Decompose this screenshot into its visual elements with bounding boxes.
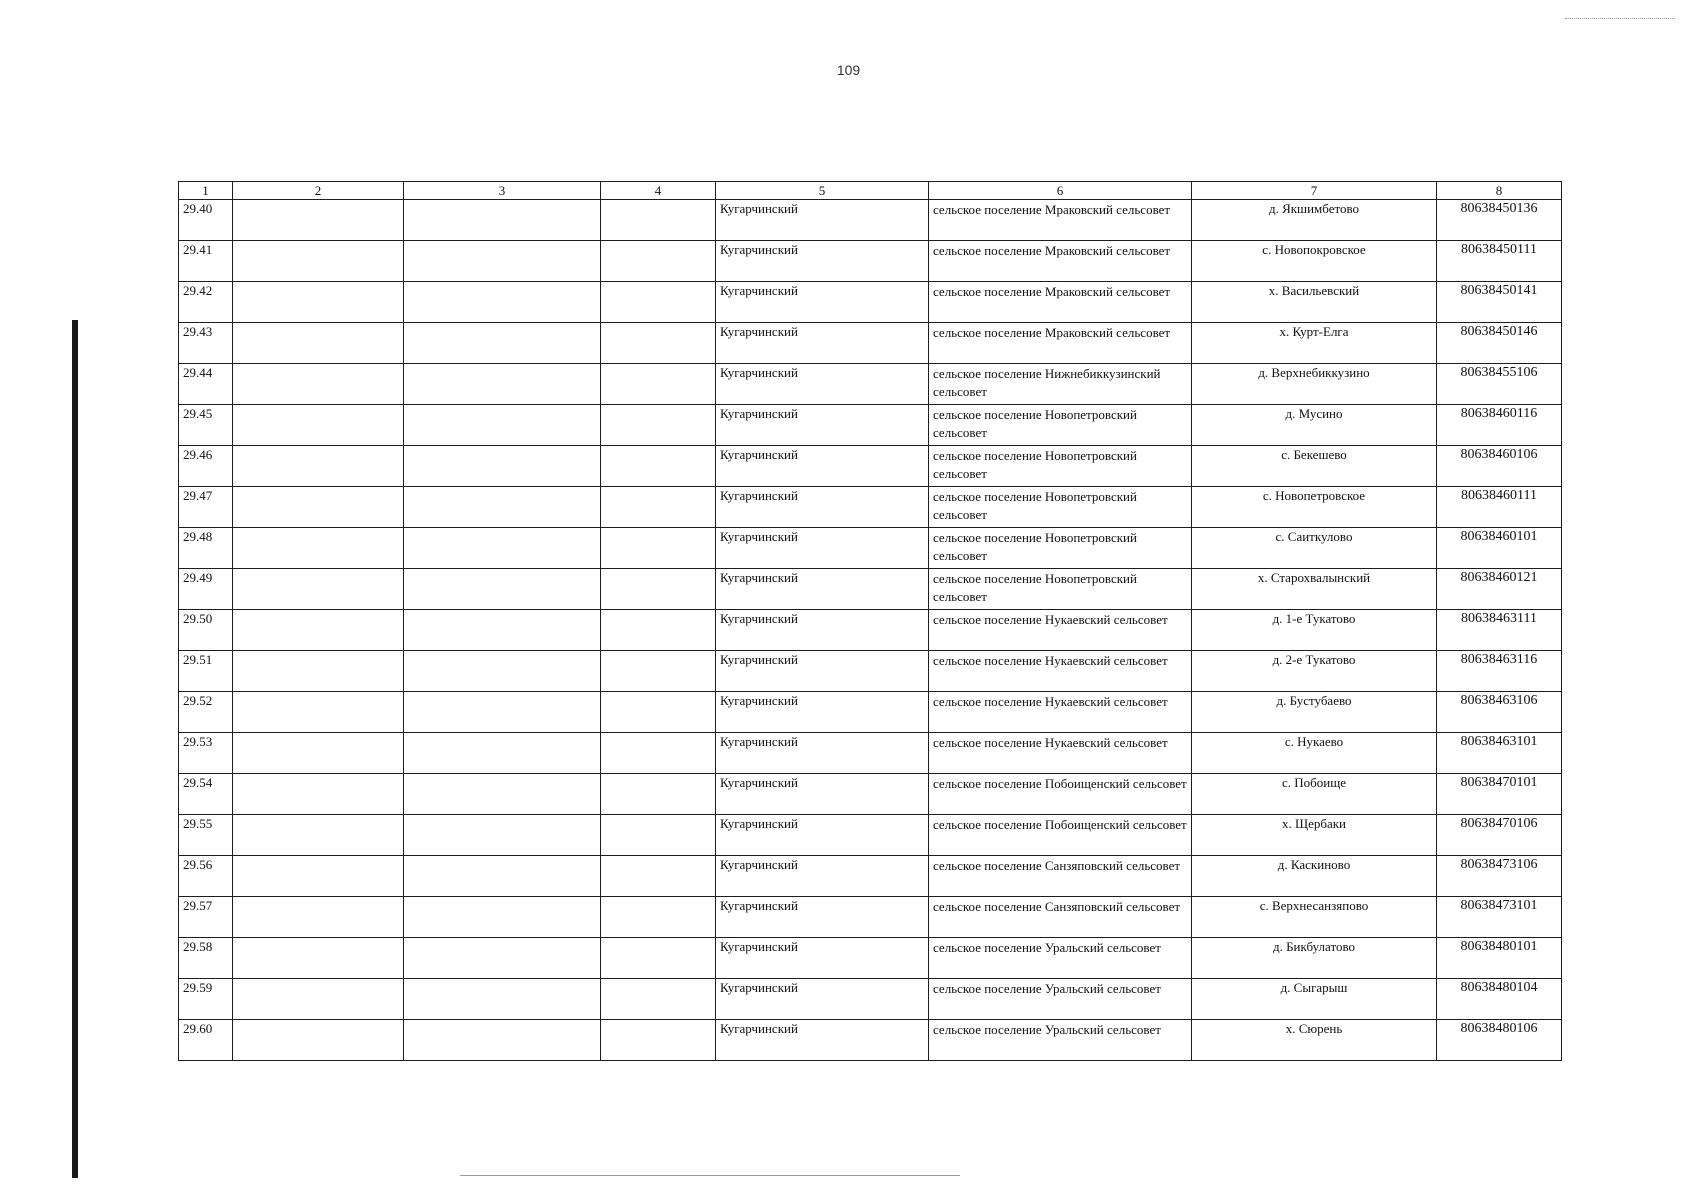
oktmo-code-cell: 80638480101 xyxy=(1437,938,1562,979)
empty-cell-col3 xyxy=(404,692,601,733)
municipality-cell: сельское поселение Нукаевский сельсовет xyxy=(929,733,1192,774)
table-row xyxy=(179,282,1562,323)
empty-cell-col3 xyxy=(404,323,601,364)
empty-cell-col4 xyxy=(601,733,716,774)
empty-cell-col2 xyxy=(233,979,404,1020)
settlement-cell: д. Верхнебиккузино xyxy=(1192,364,1437,405)
municipality-cell: сельское поселение Мраковский сельсовет xyxy=(929,323,1192,364)
municipality-cell: сельское поселение Санзяповский сельсовет xyxy=(929,897,1192,938)
empty-cell-col2 xyxy=(233,569,404,610)
empty-cell-col2 xyxy=(233,774,404,815)
empty-cell-col2 xyxy=(233,528,404,569)
empty-cell-col2 xyxy=(233,282,404,323)
empty-cell-col3 xyxy=(404,979,601,1020)
header-cell-col6: 6 xyxy=(929,182,1192,200)
empty-cell-col3 xyxy=(404,487,601,528)
oktmo-code-cell: 80638460116 xyxy=(1437,405,1562,446)
settlement-cell: х. Сюрень xyxy=(1192,1020,1437,1061)
settlement-cell: д. Бустубаево xyxy=(1192,692,1437,733)
district-cell: Кугарчинский xyxy=(716,323,929,364)
settlement-cell: с. Новопокровское xyxy=(1192,241,1437,282)
empty-cell-col3 xyxy=(404,364,601,405)
header-cell-col3: 3 xyxy=(404,182,601,200)
empty-cell-col2 xyxy=(233,200,404,241)
empty-cell-col4 xyxy=(601,446,716,487)
settlement-cell: с. Бекешево xyxy=(1192,446,1437,487)
table-row xyxy=(179,446,1562,487)
empty-cell-col4 xyxy=(601,200,716,241)
empty-cell-col4 xyxy=(601,897,716,938)
row-number-cell: 29.48 xyxy=(179,528,233,569)
empty-cell-col3 xyxy=(404,405,601,446)
settlement-cell: д. Мусино xyxy=(1192,405,1437,446)
table-row xyxy=(179,241,1562,282)
empty-cell-col3 xyxy=(404,569,601,610)
table-row xyxy=(179,528,1562,569)
row-number-cell: 29.51 xyxy=(179,651,233,692)
empty-cell-col2 xyxy=(233,487,404,528)
row-number-cell: 29.59 xyxy=(179,979,233,1020)
page-number: 109 xyxy=(836,62,861,78)
empty-cell-col3 xyxy=(404,815,601,856)
empty-cell-col2 xyxy=(233,323,404,364)
row-number-cell: 29.56 xyxy=(179,856,233,897)
table-row xyxy=(179,487,1562,528)
row-number-cell: 29.50 xyxy=(179,610,233,651)
municipality-cell: сельское поселение Нукаевский сельсовет xyxy=(929,610,1192,651)
empty-cell-col3 xyxy=(404,897,601,938)
table-row xyxy=(179,405,1562,446)
empty-cell-col2 xyxy=(233,815,404,856)
empty-cell-col2 xyxy=(233,610,404,651)
empty-cell-col2 xyxy=(233,364,404,405)
district-cell: Кугарчинский xyxy=(716,200,929,241)
district-cell: Кугарчинский xyxy=(716,405,929,446)
settlement-cell: д. Якшимбетово xyxy=(1192,200,1437,241)
municipality-cell: сельское поселение Мраковский сельсовет xyxy=(929,282,1192,323)
district-cell: Кугарчинский xyxy=(716,979,929,1020)
empty-cell-col3 xyxy=(404,610,601,651)
municipality-cell: сельское поселение Санзяповский сельсовет xyxy=(929,856,1192,897)
oktmo-code-cell: 80638460106 xyxy=(1437,446,1562,487)
district-cell: Кугарчинский xyxy=(716,487,929,528)
settlement-cell: д. Бикбулатово xyxy=(1192,938,1437,979)
municipality-cell: сельское поселение Побоищенский сельсовет xyxy=(929,774,1192,815)
oktmo-code-cell: 80638463106 xyxy=(1437,692,1562,733)
oktmo-code-cell: 80638450146 xyxy=(1437,323,1562,364)
empty-cell-col2 xyxy=(233,241,404,282)
settlement-cell: с. Новопетровское xyxy=(1192,487,1437,528)
header-cell-col5: 5 xyxy=(716,182,929,200)
oktmo-code-cell: 80638473106 xyxy=(1437,856,1562,897)
municipality-cell: сельское поселение Нукаевский сельсовет xyxy=(929,651,1192,692)
header-row xyxy=(179,182,1562,200)
row-number-cell: 29.57 xyxy=(179,897,233,938)
empty-cell-col4 xyxy=(601,1020,716,1061)
empty-cell-col3 xyxy=(404,528,601,569)
settlement-cell: х. Курт-Елга xyxy=(1192,323,1437,364)
table-row xyxy=(179,815,1562,856)
row-number-cell: 29.60 xyxy=(179,1020,233,1061)
empty-cell-col4 xyxy=(601,405,716,446)
empty-cell-col3 xyxy=(404,200,601,241)
table-row xyxy=(179,692,1562,733)
empty-cell-col4 xyxy=(601,282,716,323)
oktmo-code-cell: 80638473101 xyxy=(1437,897,1562,938)
district-cell: Кугарчинский xyxy=(716,1020,929,1061)
oktmo-code-cell: 80638450136 xyxy=(1437,200,1562,241)
row-number-cell: 29.40 xyxy=(179,200,233,241)
header-cell-col7: 7 xyxy=(1192,182,1437,200)
district-cell: Кугарчинский xyxy=(716,856,929,897)
district-cell: Кугарчинский xyxy=(716,569,929,610)
row-number-cell: 29.58 xyxy=(179,938,233,979)
table-row xyxy=(179,774,1562,815)
empty-cell-col2 xyxy=(233,692,404,733)
oktmo-code-cell: 80638480104 xyxy=(1437,979,1562,1020)
district-cell: Кугарчинский xyxy=(716,815,929,856)
empty-cell-col2 xyxy=(233,446,404,487)
empty-cell-col2 xyxy=(233,938,404,979)
empty-cell-col3 xyxy=(404,938,601,979)
district-cell: Кугарчинский xyxy=(716,241,929,282)
district-cell: Кугарчинский xyxy=(716,282,929,323)
row-number-cell: 29.52 xyxy=(179,692,233,733)
table-row xyxy=(179,569,1562,610)
row-number-cell: 29.49 xyxy=(179,569,233,610)
row-number-cell: 29.46 xyxy=(179,446,233,487)
scan-artifact-bottom-line xyxy=(460,1175,960,1176)
empty-cell-col4 xyxy=(601,569,716,610)
settlement-cell: д. 2-е Тукатово xyxy=(1192,651,1437,692)
oktmo-code-cell: 80638470106 xyxy=(1437,815,1562,856)
empty-cell-col4 xyxy=(601,323,716,364)
table-row xyxy=(179,323,1562,364)
scan-artifact-left-edge xyxy=(72,320,78,1178)
empty-cell-col4 xyxy=(601,692,716,733)
municipality-cell: сельское поселение Новопетровский сельсовет xyxy=(929,569,1192,610)
settlement-cell: с. Побоище xyxy=(1192,774,1437,815)
empty-cell-col2 xyxy=(233,1020,404,1061)
municipality-cell: сельское поселение Новопетровский сельсовет xyxy=(929,487,1192,528)
municipality-cell: сельское поселение Новопетровский сельсовет xyxy=(929,405,1192,446)
empty-cell-col4 xyxy=(601,610,716,651)
oktmo-code-cell: 80638455106 xyxy=(1437,364,1562,405)
municipality-cell: сельское поселение Мраковский сельсовет xyxy=(929,241,1192,282)
municipality-cell: сельское поселение Новопетровский сельсовет xyxy=(929,528,1192,569)
row-number-cell: 29.55 xyxy=(179,815,233,856)
district-cell: Кугарчинский xyxy=(716,774,929,815)
settlement-cell: с. Нукаево xyxy=(1192,733,1437,774)
row-number-cell: 29.53 xyxy=(179,733,233,774)
empty-cell-col3 xyxy=(404,241,601,282)
table-row xyxy=(179,979,1562,1020)
table-row xyxy=(179,610,1562,651)
empty-cell-col4 xyxy=(601,938,716,979)
row-number-cell: 29.45 xyxy=(179,405,233,446)
municipality-cell: сельское поселение Нукаевский сельсовет xyxy=(929,692,1192,733)
empty-cell-col3 xyxy=(404,282,601,323)
empty-cell-col4 xyxy=(601,487,716,528)
table-row xyxy=(179,897,1562,938)
empty-cell-col4 xyxy=(601,815,716,856)
table-body xyxy=(179,200,1562,1061)
municipality-cell: сельское поселение Уральский сельсовет xyxy=(929,938,1192,979)
empty-cell-col2 xyxy=(233,733,404,774)
table-row xyxy=(179,651,1562,692)
empty-cell-col3 xyxy=(404,651,601,692)
empty-cell-col2 xyxy=(233,897,404,938)
district-cell: Кугарчинский xyxy=(716,692,929,733)
oktmo-code-cell: 80638450111 xyxy=(1437,241,1562,282)
table-row xyxy=(179,200,1562,241)
empty-cell-col2 xyxy=(233,405,404,446)
oktmo-code-cell: 80638460121 xyxy=(1437,569,1562,610)
district-cell: Кугарчинский xyxy=(716,364,929,405)
district-cell: Кугарчинский xyxy=(716,528,929,569)
settlement-cell: с. Саиткулово xyxy=(1192,528,1437,569)
row-number-cell: 29.43 xyxy=(179,323,233,364)
settlement-cell: х. Старохвалынский xyxy=(1192,569,1437,610)
table-row xyxy=(179,856,1562,897)
header-cell-col4: 4 xyxy=(601,182,716,200)
row-number-cell: 29.42 xyxy=(179,282,233,323)
oktmo-code-cell: 80638460111 xyxy=(1437,487,1562,528)
oktmo-code-cell: 80638470101 xyxy=(1437,774,1562,815)
empty-cell-col3 xyxy=(404,446,601,487)
municipality-cell: сельское поселение Уральский сельсовет xyxy=(929,979,1192,1020)
municipality-cell: сельское поселение Побоищенский сельсовет xyxy=(929,815,1192,856)
district-cell: Кугарчинский xyxy=(716,446,929,487)
empty-cell-col2 xyxy=(233,651,404,692)
empty-cell-col3 xyxy=(404,774,601,815)
header-cell-col1: 1 xyxy=(179,182,233,200)
district-cell: Кугарчинский xyxy=(716,733,929,774)
oktmo-code-cell: 80638463111 xyxy=(1437,610,1562,651)
settlement-cell: х. Щербаки xyxy=(1192,815,1437,856)
district-cell: Кугарчинский xyxy=(716,610,929,651)
header-cell-col2: 2 xyxy=(233,182,404,200)
empty-cell-col3 xyxy=(404,1020,601,1061)
empty-cell-col2 xyxy=(233,856,404,897)
municipality-cell: сельское поселение Уральский сельсовет xyxy=(929,1020,1192,1061)
district-cell: Кугарчинский xyxy=(716,897,929,938)
empty-cell-col4 xyxy=(601,979,716,1020)
empty-cell-col4 xyxy=(601,774,716,815)
settlement-cell: д. Каскиново xyxy=(1192,856,1437,897)
empty-cell-col4 xyxy=(601,651,716,692)
oktmo-code-cell: 80638480106 xyxy=(1437,1020,1562,1061)
municipality-cell: сельское поселение Мраковский сельсовет xyxy=(929,200,1192,241)
oktmo-code-cell: 80638463116 xyxy=(1437,651,1562,692)
table-row xyxy=(179,733,1562,774)
district-cell: Кугарчинский xyxy=(716,938,929,979)
scan-artifact-top xyxy=(1565,18,1675,20)
row-number-cell: 29.41 xyxy=(179,241,233,282)
municipality-cell: сельское поселение Нижнебиккузинский сельсовет xyxy=(929,364,1192,405)
settlement-cell: с. Верхнесанзяпово xyxy=(1192,897,1437,938)
settlement-cell: х. Васильевский xyxy=(1192,282,1437,323)
empty-cell-col4 xyxy=(601,241,716,282)
district-cell: Кугарчинский xyxy=(716,651,929,692)
header-cell-col8: 8 xyxy=(1437,182,1562,200)
settlement-cell: д. 1-е Тукатово xyxy=(1192,610,1437,651)
row-number-cell: 29.54 xyxy=(179,774,233,815)
settlement-register-table xyxy=(178,181,1562,1061)
row-number-cell: 29.47 xyxy=(179,487,233,528)
empty-cell-col4 xyxy=(601,528,716,569)
empty-cell-col3 xyxy=(404,856,601,897)
oktmo-code-cell: 80638460101 xyxy=(1437,528,1562,569)
row-number-cell: 29.44 xyxy=(179,364,233,405)
empty-cell-col3 xyxy=(404,733,601,774)
empty-cell-col4 xyxy=(601,856,716,897)
table-row xyxy=(179,1020,1562,1061)
settlement-cell: д. Сыгарыш xyxy=(1192,979,1437,1020)
oktmo-code-cell: 80638450141 xyxy=(1437,282,1562,323)
oktmo-code-cell: 80638463101 xyxy=(1437,733,1562,774)
empty-cell-col4 xyxy=(601,364,716,405)
table-row xyxy=(179,364,1562,405)
table-row xyxy=(179,938,1562,979)
municipality-cell: сельское поселение Новопетровский сельсовет xyxy=(929,446,1192,487)
